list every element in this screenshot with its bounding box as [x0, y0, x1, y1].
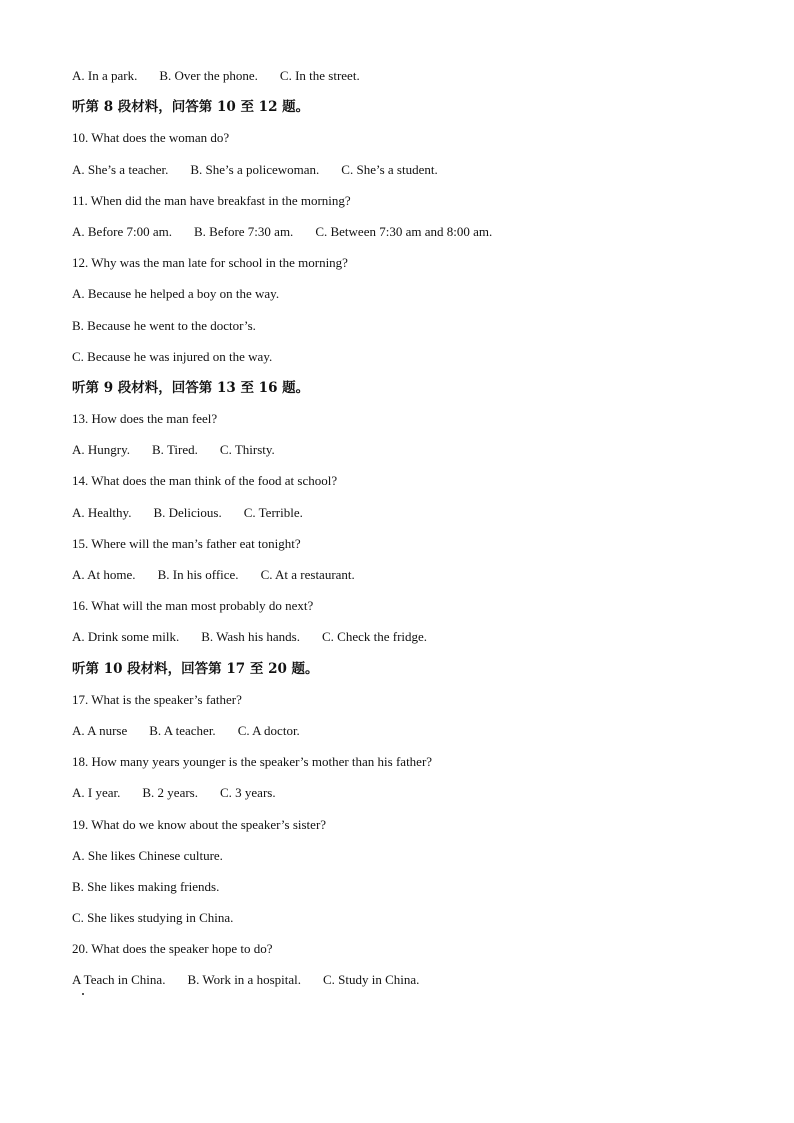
options-row: [72, 781, 732, 812]
options-row: [72, 625, 732, 656]
options-row: [72, 64, 732, 95]
question: 19. What do we know about the speaker’s sister?: [72, 816, 327, 832]
question: 12. Why was the man late for school in the morning?: [72, 255, 348, 271]
option-c: C. At a restaurant.: [260, 567, 355, 582]
options-row: [72, 968, 732, 999]
option-c: C. Terrible.: [243, 504, 303, 520]
question: 11. When did the man have breakfast in the morning?: [72, 192, 351, 208]
option-c: C. In the street.: [279, 68, 360, 83]
option-c: C. She’s a student.: [341, 161, 438, 177]
option-c: C. Check the fridge.: [322, 629, 428, 645]
option-a: A. In a park.: [72, 68, 138, 83]
exam-page: [72, 64, 732, 1000]
question: 16. What will the man most probably do next?: [72, 598, 314, 614]
option-a: A. She’s a teacher.: [72, 161, 169, 177]
option-b: B. Wash his hands.: [201, 629, 300, 645]
option-c: C. Thirsty.: [219, 442, 275, 458]
option-b: B. Tired.: [152, 442, 198, 458]
option-b: B. Work in a hospital.: [187, 972, 301, 988]
question: 14. What does the man think of the food at school?: [72, 473, 338, 489]
options-row: [72, 501, 732, 532]
option-a: A. Before 7:00 am.: [72, 223, 173, 239]
option-line: A. She likes Chinese culture.: [72, 847, 223, 863]
question: 15. Where will the man’s father eat tonight?: [72, 535, 301, 551]
options-row: [72, 563, 732, 594]
option-c: C. 3 years.: [219, 785, 276, 801]
options-row: [72, 158, 732, 189]
option-a: A. I year.: [72, 785, 121, 801]
option-a: A. A nurse: [72, 722, 128, 738]
option-line: C. She likes studying in China.: [72, 910, 234, 926]
section-heading: 听第 10 段材料，回答第 17 至 20 题。: [72, 660, 319, 677]
stray-dot: [82, 993, 84, 995]
option-c: C. A doctor.: [237, 722, 300, 738]
option-c: C. Study in China.: [323, 972, 420, 988]
option-a: A. At home.: [72, 567, 136, 582]
option-a: A. Hungry.: [72, 442, 131, 458]
section-heading: 听第 8 段材料，问答第 10 至 12 题。: [72, 99, 310, 116]
option-b: B. 2 years.: [142, 785, 198, 801]
option-b: B. A teacher.: [149, 722, 216, 738]
option-c: C. Between 7:30 am and 8:00 am.: [315, 223, 493, 239]
question: 18. How many years younger is the speaker’s mother than his father?: [72, 754, 433, 770]
option-a: A. Healthy.: [72, 504, 132, 520]
option-b: B. Before 7:30 am.: [194, 223, 294, 239]
question: 10. What does the woman do?: [72, 130, 230, 146]
option-line: C. Because he was injured on the way.: [72, 348, 273, 364]
option-b: B. In his office.: [157, 567, 239, 582]
option-line: A. Because he helped a boy on the way.: [72, 286, 280, 302]
options-row: [72, 438, 732, 469]
option-b: B. She’s a policewoman.: [190, 161, 320, 177]
question: 17. What is the speaker’s father?: [72, 691, 242, 707]
option-b: B. Over the phone.: [159, 68, 258, 83]
option-a: A. Drink some milk.: [72, 629, 180, 645]
option-line: B. She likes making friends.: [72, 878, 220, 894]
options-row: [72, 719, 732, 750]
option-a: A Teach in China.: [72, 972, 166, 988]
question: 20. What does the speaker hope to do?: [72, 941, 273, 957]
options-row: [72, 220, 732, 251]
option-line: B. Because he went to the doctor’s.: [72, 317, 256, 333]
question: 13. How does the man feel?: [72, 411, 218, 427]
section-heading: 听第 9 段材料，回答第 13 至 16 题。: [72, 379, 310, 396]
option-b: B. Delicious.: [153, 504, 222, 520]
